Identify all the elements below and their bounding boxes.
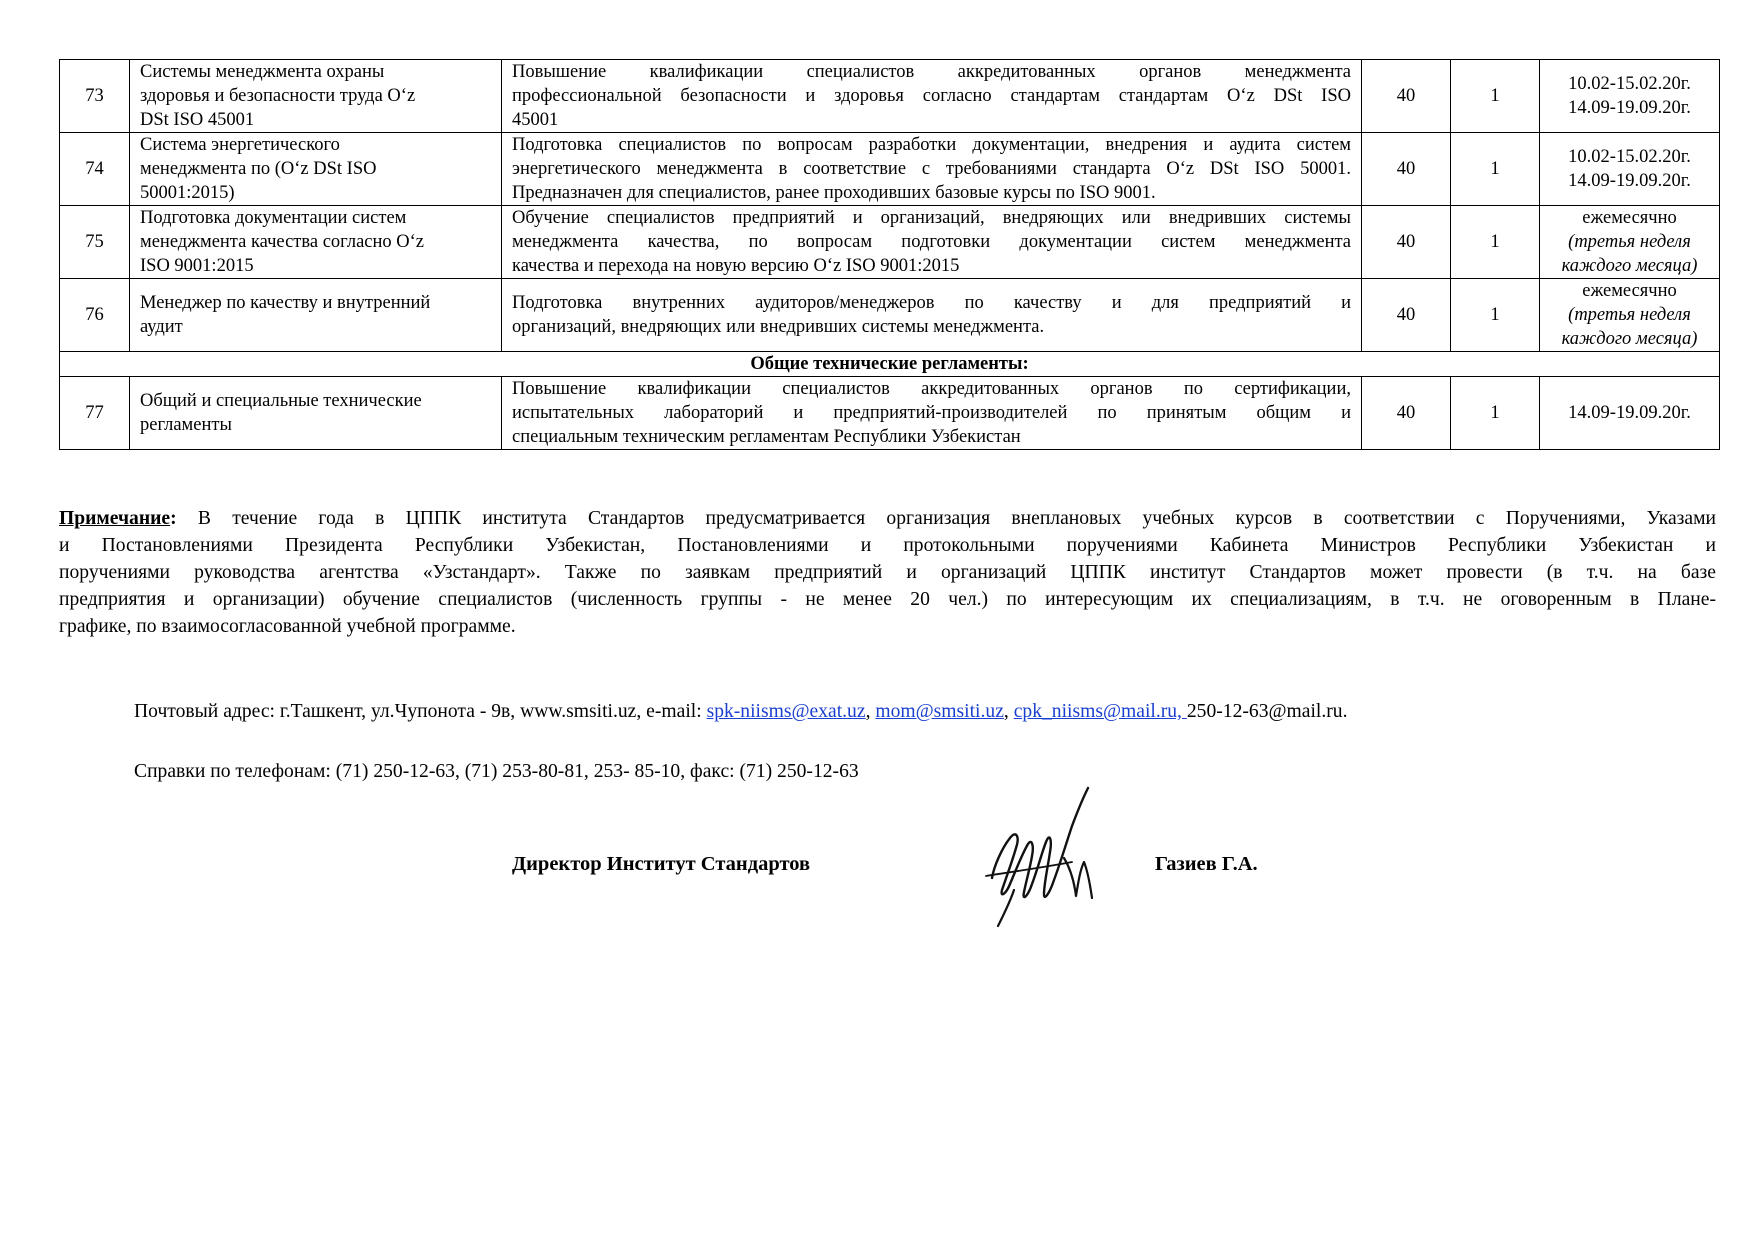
course-name: Менеджер по качеству и внутренний аудит [130, 279, 502, 352]
course-hours: 40 [1362, 377, 1451, 450]
course-groups: 1 [1451, 377, 1540, 450]
course-dates: ежемесячно (третья неделя каждого месяца) [1540, 279, 1720, 352]
course-groups: 1 [1451, 206, 1540, 279]
email-text-250: 250-12-63@mail.ru. [1186, 701, 1348, 722]
course-name: Общий и специальные технические регламенты [130, 377, 502, 450]
course-description: Подготовка специалистов по вопросам разработки документации, внедрения и аудита систем энергетического менеджмента в соответствие с требованиями стандарта O‘z DSt ISO 50001. Предназначен для специалистов, ранее проходивших базовые курсы по ISO 9001. [502, 133, 1362, 206]
phone-numbers: Справки по телефонам: (71) 250-12-63, (71) 253-80-81, 253- 85-10, факс: (71) 250-12-63 [134, 761, 859, 782]
director-name: Газиев Г.А. [1155, 853, 1258, 875]
director-title: Директор Институт Стандартов [512, 853, 811, 875]
row-number: 73 [60, 60, 130, 133]
note-line: поручениями руководства агентства «Узстандарт». Также по заявкам предприятий и организаций ЦППК институт Стандартов может провести (в т.ч. на базе [59, 562, 1716, 583]
row-number: 76 [60, 279, 130, 352]
note-line: графике, по взаимосогласованной учебной программе. [59, 616, 516, 637]
course-hours: 40 [1362, 133, 1451, 206]
email-link-mailru[interactable]: cpk_niisms@mail.ru, [1013, 701, 1187, 722]
email-link-smsiti[interactable]: mom@smsiti.uz [875, 701, 1004, 722]
course-description: Повышение квалификации специалистов аккредитованных органов менеджмента профессиональной безопасности и здоровья согласно стандартам стандартам O‘z DSt ISO 45001 [502, 60, 1362, 133]
row-number: 77 [60, 377, 130, 450]
course-name: Системы менеджмента охраны здоровья и безопасности труда O‘z DSt ISO 45001 [130, 60, 502, 133]
course-description: Повышение квалификации специалистов аккредитованных органов по сертификации, испытательных лабораторий и предприятий-производителей по принятым общим и специальным техническим регламентам Республики Узбекистан [502, 377, 1362, 450]
course-description: Обучение специалистов предприятий и организаций, внедряющих или внедривших системы менеджмента качества, по вопросам подготовки документации систем менеджмента качества и перехода на новую версию O‘z ISO 9001:2015 [502, 206, 1362, 279]
note-line: Примечание: В течение года в ЦППК института Стандартов предусматривается организация внеплановых учебных курсов в соответствии с Поручениями, Указами [59, 508, 1716, 529]
course-dates: 10.02-15.02.20г. 14.09-19.09.20г. [1540, 60, 1720, 133]
course-dates: ежемесячно (третья неделя каждого месяца) [1540, 206, 1720, 279]
note-paragraph [59, 505, 1716, 640]
signature-image [980, 786, 1130, 936]
course-description: Подготовка внутренних аудиторов/менеджеров по качеству и для предприятий и организаций, внедряющих или внедривших системы менеджмента. [502, 279, 1362, 352]
note-label: Примечание [59, 508, 171, 529]
table-row [60, 377, 1720, 450]
table-row [60, 60, 1720, 133]
course-hours: 40 [1362, 206, 1451, 279]
table-row [60, 279, 1720, 352]
courses-table [59, 59, 1720, 450]
course-dates: 14.09-19.09.20г. [1540, 377, 1720, 450]
postal-address: Почтовый адрес: г.Ташкент, ул.Чупонота - 9в, www.smsiti.uz, e-mail: spk-niisms@exat.uz, mom@smsiti.uz, cpk_niisms@mail.ru, 250-12-63@mail.ru. [134, 701, 1348, 722]
note-line: и Постановлениями Президента Республики Узбекистан, Постановлениями и протокольными поручениями Кабинета Министров Республики Узбекистан и [59, 535, 1716, 556]
course-hours: 40 [1362, 279, 1451, 352]
course-name: Подготовка документации систем менеджмента качества согласно O‘z ISO 9001:2015 [130, 206, 502, 279]
table-row [60, 206, 1720, 279]
course-name: Система энергетического менеджмента по (O‘z DSt ISO 50001:2015) [130, 133, 502, 206]
course-groups: 1 [1451, 60, 1540, 133]
course-dates: 10.02-15.02.20г. 14.09-19.09.20г. [1540, 133, 1720, 206]
row-number: 74 [60, 133, 130, 206]
table-row [60, 133, 1720, 206]
email-link-exat[interactable]: spk-niisms@exat.uz [706, 701, 866, 722]
note-colon: : [170, 508, 177, 529]
course-groups: 1 [1451, 279, 1540, 352]
section-row [60, 352, 1720, 377]
note-line: предприятия и организации) обучение специалистов (численность группы - не менее 20 чел.) по интересующим их специализациям, в т.ч. не оговоренным в Плане- [59, 589, 1716, 610]
course-hours: 40 [1362, 60, 1451, 133]
course-groups: 1 [1451, 133, 1540, 206]
row-number: 75 [60, 206, 130, 279]
section-title: Общие технические регламенты: [60, 352, 1720, 377]
